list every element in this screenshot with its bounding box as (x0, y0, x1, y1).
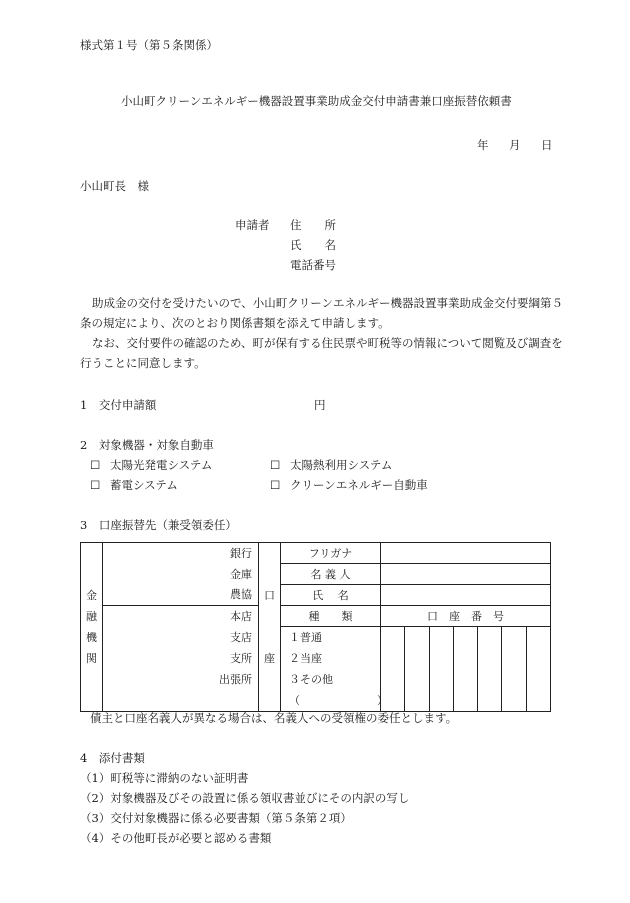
attachment-item-1: （1）町税等に滞納のない証明書 (80, 771, 249, 785)
checkbox-solar-thermal[interactable] (270, 460, 392, 472)
checkbox-label: 太陽光発電システム (110, 458, 213, 472)
account-type-label: 種 類 (281, 606, 381, 627)
holder-name-label: 氏 名 (281, 585, 381, 606)
checkbox-icon: ☐ (270, 478, 281, 492)
date-year-label: 年 (477, 138, 489, 152)
account-digit-box[interactable] (477, 627, 501, 711)
account-type-other-field[interactable]: （ ） (281, 690, 381, 712)
inst-char-2: 融 (81, 606, 103, 627)
body-line-1: 助成金の交付を受けたいので、小山町クリーンエネルギー機器設置事業助成金交付要綱第５ (92, 296, 564, 310)
bank-type-nokyo: 農協 (103, 585, 259, 606)
branch-type-shucchojo: 出張所 (103, 669, 259, 690)
account-digit-box[interactable] (453, 627, 477, 711)
attachment-item-3: （3）交付対象機器に係る必要書類（第５条第２項） (80, 811, 352, 825)
holder-field[interactable] (381, 564, 551, 585)
branch-type-shiten: 支店 (103, 627, 259, 649)
date-day-label: 日 (541, 138, 553, 152)
body-line-2: 条の規定により、次のとおり関係書類を添えて申請します。 (80, 316, 390, 330)
bank-type-bank: 銀行 (103, 543, 259, 564)
attachment-item-4: （4）その他町長が必要と認める書類 (80, 831, 272, 845)
inst-cell (81, 543, 103, 564)
section-1-heading: 1 交付申請額 (80, 398, 157, 412)
account-digit-box[interactable] (429, 627, 453, 711)
section-2-heading: 2 対象機器・対象自動車 (80, 438, 214, 452)
checkbox-label: 太陽熱利用システム (290, 458, 393, 472)
furigana-label: フリガナ (281, 543, 381, 564)
amount-unit: 円 (314, 398, 326, 412)
applicant-phone-label: 電話番号 (290, 258, 336, 272)
account-char-1: 口 (259, 585, 281, 606)
branch-type-honten: 本店 (103, 606, 259, 627)
applicant-name-label: 氏 名 (290, 238, 336, 252)
section-3-heading: 3 口座振替先（兼受領委任） (80, 518, 237, 532)
account-digit-box[interactable] (501, 627, 525, 711)
furigana-field[interactable] (381, 543, 551, 564)
account-digit-box[interactable] (404, 627, 428, 711)
checkbox-clean-vehicle[interactable] (270, 480, 428, 492)
attachment-item-2: （2）対象機器及びその設置に係る領収書並びにその内訳の写し (80, 791, 410, 805)
addressee: 小山町長 様 (80, 179, 149, 193)
checkbox-label: 蓄電システム (110, 478, 178, 492)
holder-name-field[interactable] (381, 585, 551, 606)
account-number-label: 口 座 番 号 (381, 606, 551, 627)
account-type-toza[interactable]: ２当座 (281, 648, 381, 669)
date-month-label: 月 (509, 138, 521, 152)
body-line-4: 行うことに同意します。 (80, 356, 206, 370)
holder-label: 名 義 人 (281, 564, 381, 585)
inst-char-4: 関 (81, 648, 103, 669)
applicant-label: 申請者 (235, 218, 270, 232)
inst-char-3: 機 (81, 627, 103, 649)
checkbox-icon: ☐ (270, 458, 281, 472)
account-char-2: 座 (259, 648, 281, 669)
bank-type-shinkin: 金庫 (103, 564, 259, 585)
checkbox-icon: ☐ (90, 478, 101, 492)
account-digit-box[interactable] (526, 627, 550, 711)
account-number-field[interactable] (381, 627, 551, 712)
delegation-note: 債主と口座名義人が異なる場合は、名義人への受領権の委任とします。 (90, 711, 458, 725)
checkbox-solar-pv[interactable] (90, 460, 212, 472)
section-4-heading: 4 添付書類 (80, 751, 145, 765)
bank-account-table (80, 542, 551, 712)
checkbox-label: クリーンエネルギー自動車 (290, 478, 428, 492)
form-number: 様式第１号（第５条関係） (80, 38, 218, 52)
checkbox-icon: ☐ (90, 458, 101, 472)
document-title: 小山町クリーンエネルギー機器設置事業助成金交付申請書兼口座振替依頼書 (121, 94, 512, 108)
inst-char-1: 金 (81, 585, 103, 606)
account-type-other[interactable]: ３その他 (281, 669, 381, 690)
applicant-address-label: 住 所 (290, 218, 336, 232)
account-type-futsu[interactable]: １普通 (281, 627, 381, 649)
branch-type-shisho: 支所 (103, 648, 259, 669)
checkbox-storage[interactable] (90, 480, 178, 492)
body-line-3: なお、交付要件の確認のため、町が保有する住民票や町税等の情報について閲覧及び調査を (92, 336, 563, 350)
